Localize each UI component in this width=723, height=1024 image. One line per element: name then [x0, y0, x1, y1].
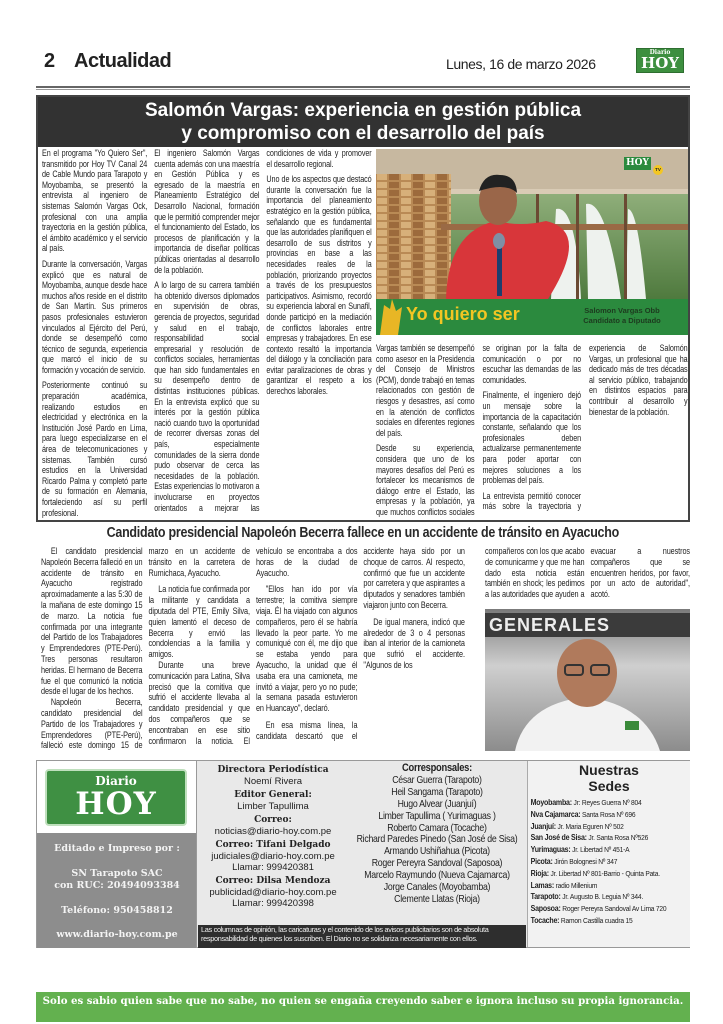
correspondent: Roger Pereyra Sandoval (Saposoa) [371, 858, 503, 870]
staff-list [198, 761, 348, 925]
office-address: Santa Rosa Nº 696 [580, 809, 636, 819]
correspondent: Clemente Llatas (Rioja) [394, 893, 480, 905]
office-item [531, 797, 689, 809]
office-address: Jr. Libertad Nº 801-Barrio - Quinta Pata. [548, 868, 660, 878]
title-line-2: y compromiso con el desarrollo del país [181, 123, 545, 144]
office-city: Juanjuí: [530, 821, 556, 831]
website-link[interactable]: www.diario-hoy.com.pe [56, 929, 178, 940]
footer-logo [37, 761, 197, 833]
phone: Teléfono: 950458812 [61, 905, 173, 916]
staff-publicidad: Correo: Dilsa Mendoza publicidad@diario-hoy.com.pe Llamar: 999420398 [209, 876, 337, 909]
hoy-tv-logo: HOY [624, 157, 651, 170]
office-city: Saposoa: [530, 904, 561, 914]
article-body-left-frame [41, 546, 465, 752]
paragraph: La entrevista permitió conocer más sobre la trayectoria y experiencia de Salomón Vargas, un profesional que ha dedicado más de tres décadas al servicio público, trabajando en distintos espacios para contribuir al desarrollo y bienestar de la población. [482, 343, 688, 512]
office-city: Nva Cajamarca: [530, 809, 581, 819]
correspondents-label: Corresponsales: [401, 762, 472, 774]
paragraph: El candidato presidencial Napoleón Becerra falleció en un accidente de tránsito en Ayacucho registrado aproximadamente a las 5:30 de la mañana de este domingo 15 de marzo. La noticia fue confirmada por una integrante del Partido de los Trabajadores y Emprendedores (PTE-Perú). Tres personas resultaron heridas. El hermano de Becerra fue el que comunicó la noticia desde el lugar de los hechos. [41, 546, 143, 697]
paragraph: El ingeniero Salomón Vargas cuenta además con una maestría en Gestión Pública y es egresado de la maestría en Planeamiento Estratégico del Desarrollo Nacional, formación que le permitió comprender mejor el funcionamiento del Estado, los procesos de planificación y la importancia de diseñar políticas públicas orientadas al desarrollo de la población. [154, 148, 260, 275]
staff-editor: Editor General: Limber Tapullima [234, 790, 312, 812]
correspondent: César Guerra (Tarapoto) [392, 774, 482, 786]
logo-big-text: HOY [641, 54, 679, 72]
show-banner-title: Yo quiero ser [406, 304, 520, 324]
article-body-right-frame [485, 546, 690, 608]
paragraph: A lo largo de su carrera también ha obtenido diversos diplomados en supervisión de obras, gerencia de proyectos, seguridad y salud en el trabajo, responsabilidad social empresarial y resolución de conflictos sociales, herramientas que han sido fundamentales en su desempeño dentro de distintas instituciones públicas. En la entrevista explicó que su interés por la gestión pública nació cuando tuvo la oportunidad de recorrer diversas zonas del país, especialmente comunidades de la sierra donde pudo observar de cerca las necesidades de la población. Estas experiencias lo motivaron a involucrarse en proyectos orientados a mejorar las condiciones de vida y promover el desarrollo regional. [154, 148, 372, 513]
header-logo [636, 48, 684, 73]
paragraph: De igual manera, indicó que alrededor de 3 o 4 personas iban al interior de la camioneta que sufrió el accidente. "Algunos de los [363, 616, 465, 670]
paragraph: Napoleón Becerra, candidato presidencial del Partido de los Trabajadores y Emprendedores (PTE-Perú), falleció este domingo 15 de marzo en un accidente de tránsito en la carretera de Rumichaca, Ayacucho. [41, 546, 250, 751]
paragraph: Durante una breve comunicación para Latina, Silva precisó que la comitiva que sufrió el accidente llevaba al candidato presidencial y que dos compañeros que se encontraban en ese sitio confirmaron la noticia. El vehículo se encontraba a dos horas de la ciudad de Ayacucho. [148, 546, 358, 746]
staff-judiciales: Correo: Tifani Delgado judiciales@diario-hoy.com.pe Llamar: 999420381 [211, 840, 335, 873]
article-headline-frame [36, 525, 690, 543]
office-city: Tarapoto: [530, 892, 561, 902]
disclaimer: Las columnas de opinión, las caricaturas y el contenido de los avisos publicitarios son de absoluta responsabilidad de quienes los suscriben. El Diario no se solidariza necesariamente con ellos. [198, 925, 526, 948]
office-item [531, 832, 689, 844]
office-item [531, 809, 689, 821]
logo-small-text: Diario [649, 49, 671, 56]
paragraph: La noticia fue confirmada por la militante y candidata a diputada del PTE, Emily Silva, quien lamentó el deceso de Becerra y envió las condolencias a la familia y amigos. [148, 584, 250, 660]
company-ruc: con RUC: 20494093384 [54, 880, 180, 891]
page-number: 2 [44, 50, 56, 72]
interview-photo [376, 149, 688, 335]
title-line-1: Salomón Vargas: experiencia en gestión pública [144, 100, 582, 121]
office-city: Picota: [530, 856, 553, 866]
paragraph: En esa misma línea, la candidata descartó que el accidente haya sido por un choque de carros. Al respecto, confirmó que fue un accidente por carretera y que aspirantes a diputados y senadores también viajaron junto con Becerra. [255, 546, 465, 741]
office-item [531, 903, 689, 915]
paragraph: Durante la conversación, Vargas explicó que es natural de Moyobamba, aunque desde hace muchos años reside en el distrito de San Martín. Sus primeros pasos profesionales estuvieron vinculados al Ejército del Perú, donde se desempeñó como técnico de segunda, experiencia que marcó el inicio de su formación y vocación de servicio. [42, 258, 148, 375]
header-divider [36, 86, 690, 90]
office-city: Yurimaguas: [530, 845, 571, 855]
office-address: Jr. Augusto B. Leguia Nº 344. [560, 892, 644, 902]
office-address: Jr: Reyes Guerra Nº 804 [571, 798, 642, 807]
photo-banner-text: GENERALES [489, 615, 611, 635]
article-salomon-vargas [36, 95, 690, 522]
slogan-bar: Solo es sabio quien sabe que no sabe, no quien se engaña creyendo saber e ignora incluso su propia ignorancia. [36, 992, 690, 1022]
correspondent: Heil Sangama (Tarapoto) [391, 786, 483, 798]
offices-title-2: Sedes [588, 778, 630, 794]
office-city: Tocache: [530, 915, 560, 925]
issue-date: Lunes, 16 de marzo 2026 [446, 56, 596, 72]
office-item [531, 891, 689, 903]
staff-director: Directora Periodística Noemí Rivera [217, 765, 329, 787]
office-address: Roger Pereyra Sandoval Av Lima 720 [560, 904, 667, 914]
show-banner-caption [560, 306, 684, 326]
paragraph: Posteriormente continuó su preparación académica, realizando estudios en electricidad y electrónica en la Institución José Pardo en Lima, para luego especializarse en el área de telecomunicaciones y sistemas. También cursó estudios en la Universidad Ricardo Palma y completó parte de su formación en Alemania, fortaleciendo así su perfil profesional. [42, 380, 148, 518]
office-item [531, 880, 689, 892]
office-address: Jr. Maria Eguren Nº 502 [555, 821, 624, 831]
section-title: Actualidad [74, 50, 172, 72]
paragraph: Uno de los aspectos que destacó durante la conversación fue la importancia del planeamiento estratégico en la gestión pública, señalando que es fundamental que las autoridades planifiquen el desarrollo de sus distritos y provincias en base a las necesidades reales de la población, priorizando proyectos a través de los presupuestos participativos. Asimismo, recordó su experiencia laboral en Sunafil, donde participó en la mediación de conflictos laborales entre empresas y trabajadores. En ese contexto resaltó la importancia del diálogo y la conciliación para evitar paralizaciones de obras y garantizar el respeto a los derechos laborales. [266, 174, 372, 397]
office-item [531, 844, 689, 856]
article-body-left [41, 546, 465, 752]
correspondent: Armando Ushiñahua (Picota) [384, 846, 490, 858]
correspondent: Richard Paredes Pinedo (San José de Sisa) [356, 834, 518, 846]
article-body-left [42, 148, 372, 520]
article-body-right [485, 546, 690, 608]
becerra-photo [485, 609, 690, 751]
office-address: Jr. Santa Rosa Nº526 [586, 833, 649, 843]
paragraph: "Ellos han ido por vía terrestre; la comitiva siempre viaja. Él ha viajado con algunos compañeros, pero él se habría llevado la peor parte. Yo me comuniqué con él, me dijo que se estaba yendo para Ayacucho, la unidad que él usaba era una camioneta, me invitó a viajar, pero yo no pude; la semana pasada estuvieron en Huancayo", declaró. [255, 584, 358, 714]
article-body-left-frame [42, 148, 372, 520]
office-address: radio Millenium [553, 880, 598, 890]
paragraph: En el programa "Yo Quiero Ser", transmitido por Hoy TV Canal 24 de Cable Mundo para Tarapoto y Moyobamba, se presentó la entrevista al ingeniero de sistemas Salomón Vargas Ock, profesional con una amplia trayectoria en la gestión pública, el ámbito académico y el servicio al país. [42, 148, 148, 254]
office-city: Lamas: [530, 880, 554, 890]
office-city: Rioja: [530, 868, 549, 878]
correspondent: Hugo Alvear (Juanjuí) [397, 798, 477, 810]
office-city: Moyobamba: [530, 798, 572, 807]
article-body-right-frame [376, 343, 688, 519]
article-title [38, 97, 688, 147]
office-item [531, 856, 689, 868]
publisher-info [37, 833, 197, 948]
paragraph: Finalmente, el ingeniero dejó un mensaje sobre la importancia de la capacitación constante, señalando que los profesionales deben actualizarse permanentemente para poder aportar con mejores soluciones a los problemas del país. [482, 390, 582, 486]
paragraph: compañeros con los que acabo de comunicarme y que me han dado esta noticia están también en shock; les pedimos a las autoridades que ayuden a evacuar a nuestros compañeros que se encuentren heridos, por favor, por un acto de autoridad", acotó. [485, 546, 690, 600]
correspondent: Marcelo Raymundo (Nueva Cajamarca) [364, 870, 510, 882]
office-address: Jr. Libertad Nº 451-A [570, 845, 630, 855]
office-item [531, 868, 689, 880]
guest-role: Candidato a Diputado [583, 316, 661, 325]
paragraph: Vargas también se desempeñó como asesor en la Presidencia del Consejo de Ministros (PCM), donde trabajó en temas relacionados con gestión de riesgos y desastres, así como en la atención de conflictos sociales en diferentes regiones del país. [376, 343, 475, 438]
company-name: SN Tarapoto SAC [71, 868, 163, 879]
logo-big-text: HOY [75, 786, 157, 822]
offices-list [527, 761, 690, 947]
logo-small-text: Diario [95, 774, 137, 788]
paragraph: Desde su experiencia, considera que uno de los mayores desafíos del Perú es fortalecer los mecanismos de diálogo entre el Estado, las empresas y la población, ya que muchos conflictos sociales se originan por la falta de comunicación o por no escuchar las demandas de las comunidades. [376, 343, 582, 517]
edited-label: Editado e Impreso por : [54, 843, 180, 854]
office-city: San José de Sisa: [530, 833, 587, 843]
staff-email: Correo: noticias@diario-hoy.com.pe [214, 815, 332, 837]
guest-name: Salomon Vargas Obb [584, 306, 660, 315]
offices-title-1: Nuestras [579, 762, 639, 778]
office-address: Ramon Castilla cuadra 15 [559, 915, 633, 925]
office-item [531, 821, 689, 833]
article-headline: Candidato presidencial Napoleón Becerra fallece en un accidente de tránsito en Ayacucho [106, 525, 619, 541]
masthead-footer [36, 760, 690, 948]
article-body-right [376, 343, 688, 519]
office-address: Jirón Bolognesi Nº 347 [552, 856, 618, 866]
correspondent: Jorge Canales (Moyobamba) [383, 882, 491, 894]
correspondent: Limber Tapullima ( Yurimaguas ) [378, 810, 496, 822]
correspondent: Roberto Camara (Tocache) [387, 822, 487, 834]
tv-badge: TV [653, 165, 663, 175]
office-item [531, 915, 689, 927]
correspondents-frame [349, 763, 525, 923]
correspondents-list [349, 763, 525, 906]
